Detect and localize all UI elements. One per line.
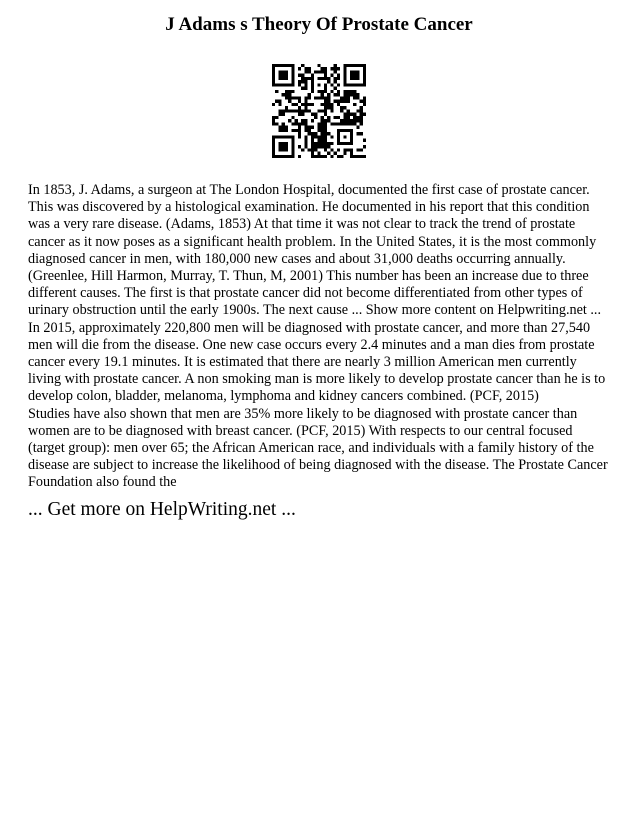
get-more-link[interactable]: ... Get more on HelpWriting.net ... — [28, 499, 296, 520]
qr-code-icon — [272, 64, 366, 158]
paragraph-1: In 1853, J. Adams, a surgeon at The London Hospital, documented the first case of prostate cancer. This was discovered by a histological examination. He documented in his report that this condition was a very rare disease. (Adams, 1853) At that time it was not clear to track the trend of prostate cancer as it now poses as a significant health problem. In the United States, it is the most commonly diagnosed cancer in men, with 180,000 new cases and about 31,000 deaths occurring annually. (Greenlee, Hill Harmon, Murray, T. Thun, M, 2001) This number has been an increase due to three different causes. The first is that prostate cancer did not become differentiated from other types of urinary obstruction until the early 1900s. The next cause ... Show more content on Helpwriting.net ... — [28, 182, 602, 319]
document-body — [28, 182, 612, 492]
paragraph-3: Studies have also shown that men are 35% more likely to be diagnosed with prostate cancer than women are to be diagnosed with breast cancer. (PCF, 2015) With respects to our central focused (target group): men over 65; the African American race, and individuals with a family history of the disease are subject to increase the likelihood of being diagnosed with the disease. The Prostate Cancer Foundation also found the — [28, 405, 608, 491]
document-title: J Adams s Theory Of Prostate Cancer — [165, 14, 473, 35]
paragraph-2: In 2015, approximately 220,800 men will be diagnosed with prostate cancer, and more than 27,540 men will die from the disease. One new case occurs every 2.4 minutes and a man dies from prostate cancer every 19.1 minutes. It is estimated that there are nearly 3 million American men currently living with prostate cancer. A non smoking man is more likely to develop prostate cancer than he is to develop colon, bladder, melanoma, lymphoma and kidney cancers combined. (PCF, 2015) — [28, 319, 606, 405]
